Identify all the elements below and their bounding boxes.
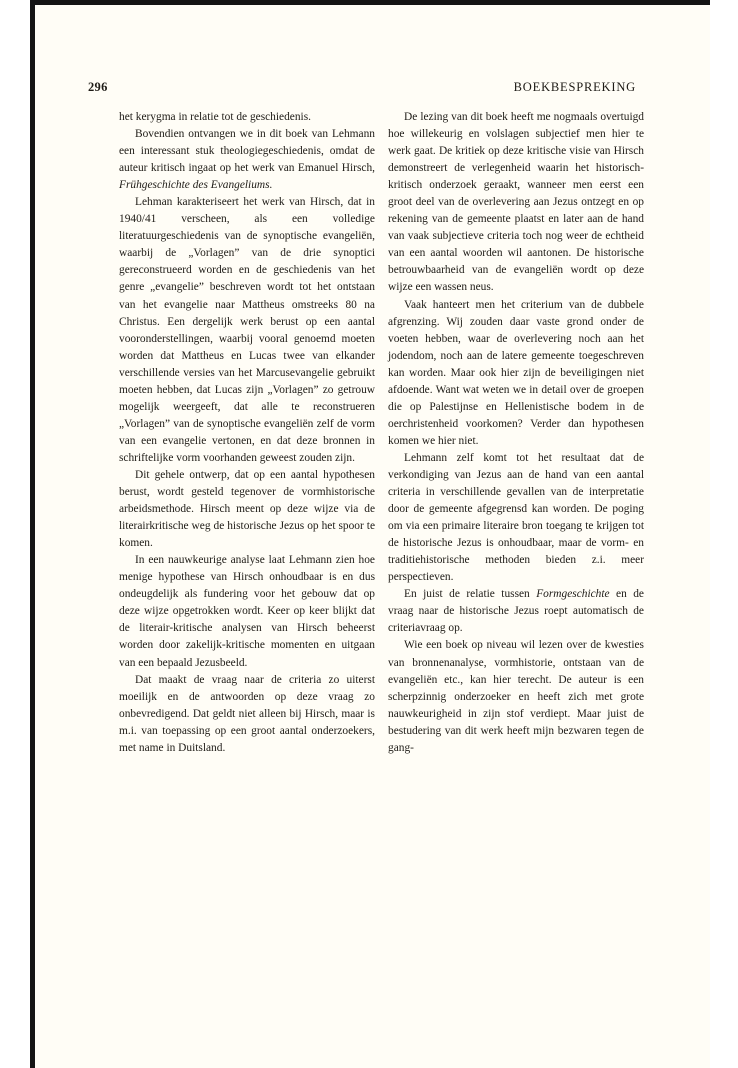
left-column	[119, 109, 375, 757]
paragraph: En juist de relatie tussen Formgeschichte en de vraag naar de historische Jezus roept automatisch de criteriavraag op.	[388, 588, 644, 635]
paragraph: Bovendien ontvangen we in dit boek van Lehmann een interessant stuk theologiegeschiedenis, omdat de auteur kritisch ingaat op het werk van Emanuel Hirsch, Frühgeschichte des Evangeliums.	[119, 128, 375, 192]
paragraph: Dat maakt de vraag naar de criteria zo uiterst moeilijk en de antwoorden op deze vraag zo onbevredigend. Dat geldt niet alleen bij Hirsch, maar is m.i. van toepassing op een groot aantal onderzoekers, met name in Duitsland.	[119, 673, 375, 754]
paragraph: Dit gehele ontwerp, dat op een aantal hypothesen berust, wordt gesteld tegenover de vormhistorische arbeidsmethode. Hirsch meent op deze wijze via de literairkritische weg de historische Jezus op het spoor te komen.	[119, 468, 375, 550]
paragraph: Wie een boek op niveau wil lezen over de kwesties van bronnenanalyse, vormhistorie, ontstaan van de evangeliën etc., kan hier terecht. De auteur is een scherpzinnig onderzoeker en heeft zich met grote nauwkeurigheid in zijn stof verdiept. Maar juist de bestudering van dit werk heeft mijn bezwaren tegen de gang-	[388, 639, 644, 754]
paragraph: het kerygma in relatie tot de geschiedenis.	[119, 111, 311, 123]
running-head	[88, 80, 636, 100]
book-title: Frühgeschichte des Evangeliums.	[119, 179, 273, 192]
paragraph: Lehman karakteriseert het werk van Hirsch, dat in 1940/41 verscheen, als een volledige literatuurgeschiedenis van de synoptische evangeliën, waarbij de „Vorlagen” van de drie synoptici gereconstrueerd worden en de geschiedenis van het genre „evangelie” beschreven wordt tot het ontstaan van het evangelie naar Mattheus omstreeks 80 na Christus. Een dergelijk werk berust op een aantal vooronderstellingen, waarbij vooral genoemd moeten worden dat Mattheus en Lucas twee van elkander verschillende versies van het Marcusevangelie gebruikt moeten hebben, dat Lucas zijn „Vorlagen” zo getrouw mogelijk weergeeft, dat alle te reconstrueren „Vorlagen” van de synoptische evangeliën zelf de vorm van een evangelie vertonen, en dat deze bronnen in schriftelijke vorm voorhanden geweest zouden zijn.	[119, 196, 375, 464]
running-title: BOEKBESPREKING	[513, 80, 636, 94]
paragraph: In een nauwkeurige analyse laat Lehmann zien hoe menige hypothese van Hirsch onhoudbaar is en dus ondeugdelijk als fundering voor het gebouw dat op deze wijze opgetrokken wordt. Keer op keer blijkt dat de literair-kritische analysen van Hirsch beheerst worden door zakelijk-kritische momenten en uitgaan van een bepaald Jezusbeeld.	[119, 554, 375, 669]
right-column	[388, 109, 644, 757]
page-number: 296	[88, 80, 108, 94]
paragraph: Vaak hanteert men het criterium van de dubbele afgrenzing. Wij zouden daar vaste grond onder de voeten hebben, waar de overlevering noch aan het jodendom, noch aan de latere gemeente toegeschreven kan worden. Maar ook hier zijn de beveiligingen niet afdoende. Want wat weten we in detail over de groepen die op Palestijnse en Hellenistische bodem in de oerchristenheid voorkomen? Verder dan hypothesen komen we hier niet.	[388, 298, 644, 447]
paragraph: De lezing van dit boek heeft me nogmaals overtuigd hoe willekeurig en volslagen subjectief men hier te werk gaat. De kritiek op deze kritische visie van Hirsch demonstreert de verlegenheid waarin het historisch-kritisch onderzoek geraakt, wanneer men eerst een groot deel van de overlevering aan Jezus ontzegt en op rekening van de gemeente plaatst en later aan de hand van vaak subjectieve criteria toch nog weer de echtheid van een aantal woorden wil aantonen. De historische betrouwbaarheid van de evangeliën wordt op deze wijze een wassen neus.	[388, 111, 644, 294]
term-formgeschichte: Formgeschichte	[536, 588, 610, 601]
paragraph: Lehmann zelf komt tot het resultaat dat de verkondiging van Jezus aan de hand van een aantal criteria in verschillende gevallen van de interpretatie door de gemeente afgegrensd kan worden. De poging om via een primaire literaire bron toegang te krijgen tot de historische Jezus is onhoudbaar, maar de vorm- en traditiehistorische methoden bieden z.i. meer perspectieven.	[388, 451, 644, 584]
